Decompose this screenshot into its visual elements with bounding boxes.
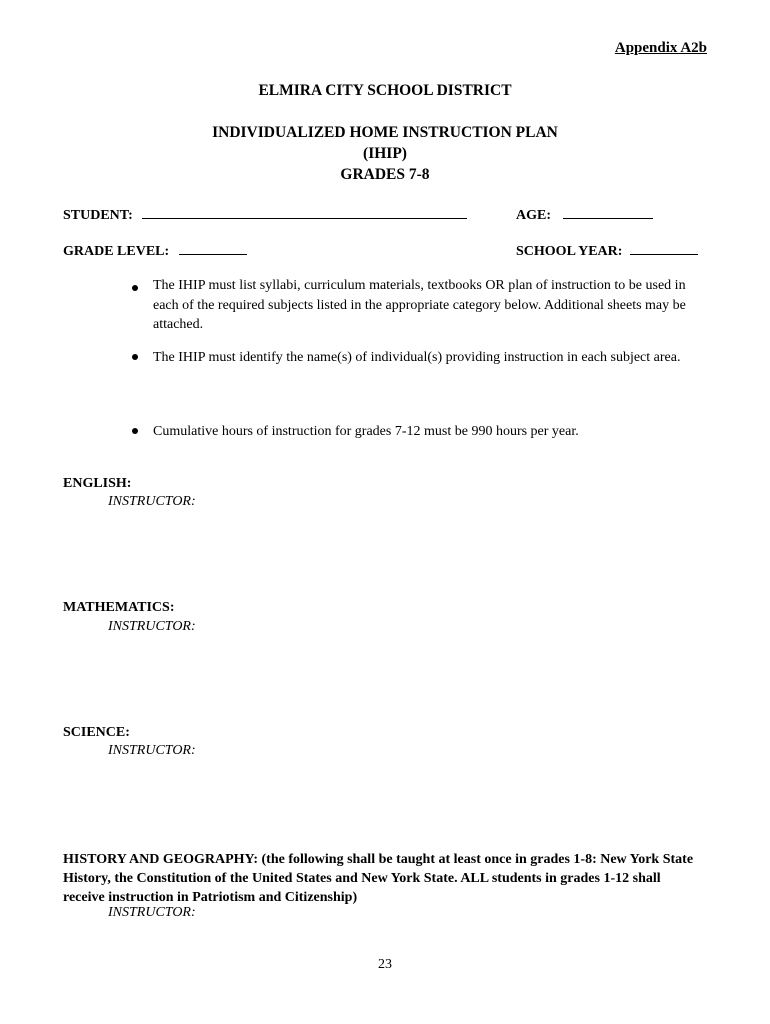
english-heading: ENGLISH: xyxy=(63,476,132,491)
page-number: 23 xyxy=(378,957,392,972)
plan-title: INDIVIDUALIZED HOME INSTRUCTION PLAN xyxy=(212,124,558,141)
school-year-blank[interactable] xyxy=(630,241,698,255)
student-field xyxy=(63,205,467,224)
age-field xyxy=(516,205,653,224)
age-label: AGE: xyxy=(516,208,551,223)
history-geography-heading: HISTORY AND GEOGRAPHY: (the following shall be taught at least once in grades 1-8: New York State History, the Constitution of the United States and New York State. ALL students in grades 1-12 shall receive instruction in Patriotism and Citizenship) xyxy=(63,852,694,905)
school-year-field xyxy=(516,241,698,260)
mathematics-instructor-label: INSTRUCTOR: xyxy=(108,619,196,634)
science-heading: SCIENCE: xyxy=(63,725,130,740)
science-instructor-label: INSTRUCTOR: xyxy=(108,743,196,758)
bullet-icon xyxy=(132,285,138,291)
grade-level-blank[interactable] xyxy=(179,241,247,255)
instruction-bullet: The IHIP must identify the name(s) of individual(s) providing instruction in each subject area. xyxy=(153,350,681,365)
student-blank[interactable] xyxy=(142,205,467,219)
instruction-bullet: The IHIP must list syllabi, curriculum materials, textbooks OR plan of instruction to be used in each of the required subjects listed in the appropriate category below. Additional sheets may be attached. xyxy=(153,278,686,332)
english-instructor-label: INSTRUCTOR: xyxy=(108,494,196,509)
district-name: ELMIRA CITY SCHOOL DISTRICT xyxy=(258,82,512,99)
mathematics-heading: MATHEMATICS: xyxy=(63,600,175,615)
appendix-label: Appendix A2b xyxy=(614,40,707,56)
student-label: STUDENT: xyxy=(63,208,133,223)
plan-abbreviation: (IHIP) xyxy=(363,145,407,162)
history-instructor-label: INSTRUCTOR: xyxy=(108,905,196,920)
bullet-icon xyxy=(132,354,138,360)
grade-level-label: GRADE LEVEL: xyxy=(63,244,170,259)
grade-level-field xyxy=(63,241,247,260)
age-blank[interactable] xyxy=(563,205,653,219)
instruction-bullet: Cumulative hours of instruction for grades 7-12 must be 990 hours per year. xyxy=(153,424,579,439)
plan-grades: GRADES 7-8 xyxy=(340,166,430,183)
bullet-icon xyxy=(132,428,138,434)
school-year-label: SCHOOL YEAR: xyxy=(516,244,623,259)
